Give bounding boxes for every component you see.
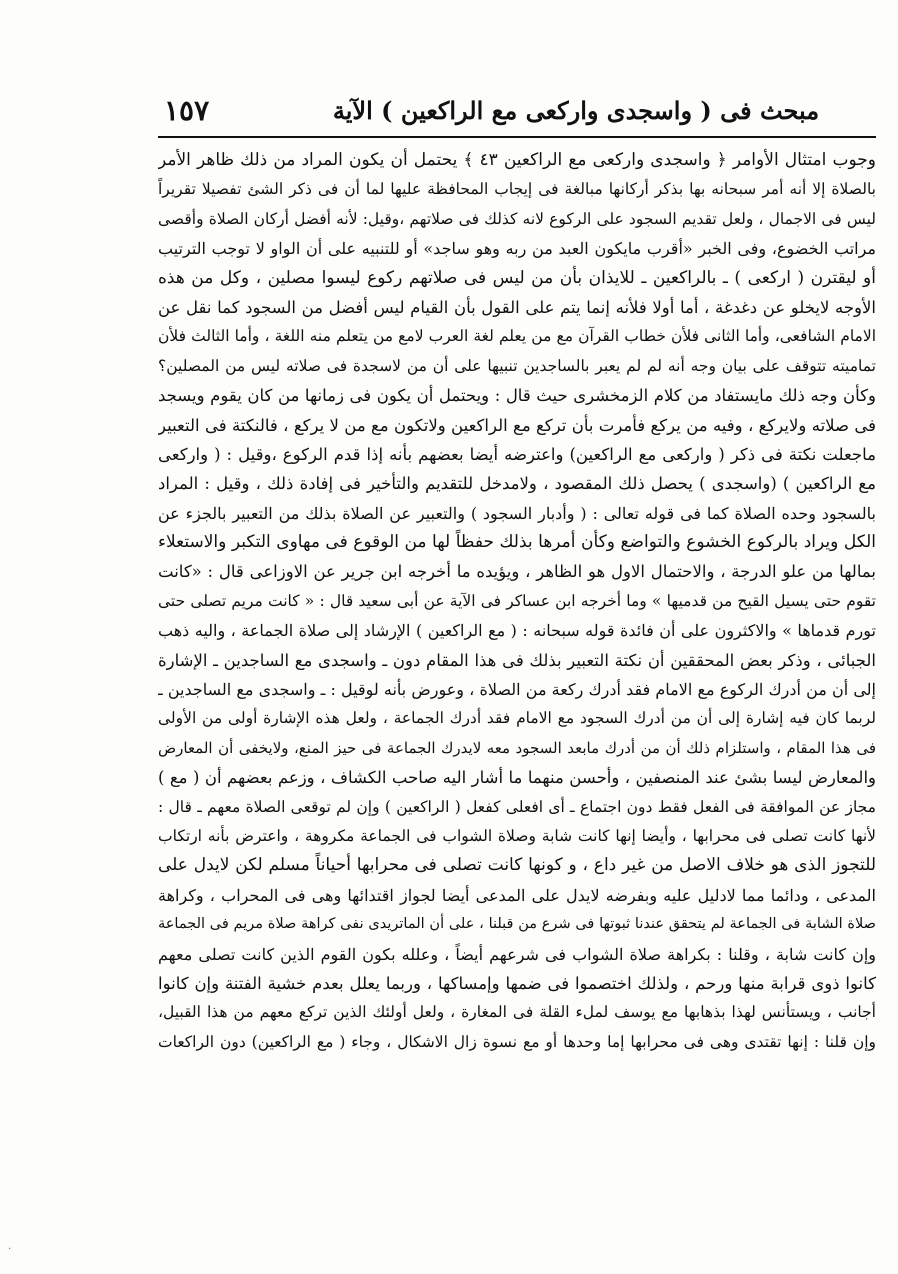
text-line: ليس فى الاجمال ، ولعل تقديم السجود على الركوع لانه كذلك فى صلاتهم ،وقيل: لأنه أفضل أركان الصلاة وأقصى bbox=[158, 209, 876, 228]
header-rule bbox=[158, 136, 876, 138]
text-line: الامام الشافعى، وأما الثانى فلأن خطاب القرآن مع من يعلم لغة العرب لامع من يتعلم منه اللغة ، وأما الثالث فلأن bbox=[158, 327, 876, 346]
text-line: كانوا ذوى قرابة منها ورحم ، ولذلك اختصموا فى ضمها وإمساكها ، وربما يعلل بعدم خشية الفتنة وإن كانوا bbox=[158, 973, 876, 993]
text-line: وجوب امتثال الأوامر ﴿ واسجدى واركعى مع الراكعين ٤٣ ﴾ يحتمل أن يكون المراد من ذلك ظاهر الأمر bbox=[158, 150, 876, 170]
text-line: وإن قلنا : إنها تقتدى وهى فى محرابها إما وحدها أو مع نسوة زال الاشكال ، وجاء ( مع الراكعين) دون الراكعات bbox=[158, 1032, 876, 1051]
text-line: تماميته تتوقف على بيان وجه أنه لم لم يعبر بالساجدين تنبيها على أن من لاسجدة فى صلاته ليس من المصلين؟ bbox=[158, 356, 876, 375]
text-line: مجاز عن الموافقة فى الفعل فقط دون اجتماع ـ أى افعلى كفعل ( الراكعين ) وإن لم توقعى الصلاة معهم ـ قال : bbox=[158, 797, 876, 816]
text-line: إلى أن من أدرك الركوع مع الامام فقد أدرك ركعة من الصلاة ، وعورض بأنه لوقيل : ـ واسجدى مع الساجدين ـ bbox=[158, 680, 876, 700]
text-line: بالسجود وحده الصلاة كما فى قوله تعالى : ( وأدبار السجود ) والتعبير عن الصلاة بذلك من التعبير بالجزء عن bbox=[158, 503, 876, 523]
text-line: الأوجه لايخلو عن دغدغة ، أما أولا فلأنه إنما يتم على القول بأن القيام ليس أفضل من السجود كما نقل عن bbox=[158, 297, 876, 317]
text-line: المدعى ، ودائما مما لادليل عليه وبفرضه لايدل على المدعى أيضا لجواز اقتدائها وهى فى المحراب ، وكراهة bbox=[158, 885, 876, 905]
text-line: للتجوز الذى هو خلاف الاصل من غير داع ، و كونها كانت تصلى فى محرابها أحياناً مسلم لكن لايدل على bbox=[158, 855, 876, 876]
text-line: أجانب ، ويستأنس لهذا بذهابها مع يوسف لملء القلة فى المغارة ، ولعل أولئك الذين تركع معهم من هذا القبيل، bbox=[158, 1003, 876, 1022]
text-line: وكأن وجه ذلك مايستفاد من كلام الزمخشرى حيث قال : ويحتمل أن يكون فى زمانها من كان يقوم ويسجد bbox=[158, 386, 876, 406]
page-number: ١٥٧ bbox=[164, 94, 210, 127]
text-line: أو ليقترن ( اركعى ) ـ بالراكعين ـ للايذان بأن من ليس فى صلاتهم ركوع ليسوا مصلين ، وكل من هذه bbox=[158, 267, 876, 288]
text-line: الكل ويراد بالركوع الخشوع والتواضع وكأن أمرها بذلك حفظاً لها من الوقوع فى مهاوى التكبر والاستعلاء bbox=[158, 532, 876, 553]
text-line: تورم قدماها » والاكثرون على أن فائدة قوله سبحانه : ( مع الراكعين ) الإرشاد إلى صلاة الجماعة ، واليه ذهب bbox=[158, 621, 876, 641]
text-line: وإن كانت شابة ، وقلنا : بكراهة صلاة الشواب فى شرعهم أيضاً ، وعلله بكون القوم الذين كانت تصلى معهم bbox=[158, 944, 876, 964]
text-line: مراتب الخضوع، وفى الخبر «أقرب مايكون العبد من ربه وهو ساجد» أو للتنبيه على أن الواو لا توجب الترتيب bbox=[158, 239, 876, 259]
text-line: والمعارض ليسا بشئ عند المنصفين ، وأحسن منهما ما أشار اليه صاحب الكشاف ، وزعم بعضهم أن ( مع ) bbox=[158, 768, 876, 788]
body-text bbox=[158, 146, 876, 1057]
text-line: تقوم حتى يسيل القيح من قدميها » وما أخرجه ابن عساكر فى الآية عن أبى سعيد قال : « كانت مريم تصلى حتى bbox=[158, 591, 876, 610]
text-line: صلاة الشابة فى الجماعة لم يتحقق عندنا ثبوتها فى شرع من قبلنا ، على أن الماتريدى نفى كراهة صلاة مريم فى الجماعة bbox=[158, 916, 876, 933]
text-line: الجبائى ، وذكر بعض المحققين أن نكتة التعبير بذلك فى هذا المقام دون ـ واسجدى مع الساجدين ـ الإشارة bbox=[158, 650, 876, 670]
text-line: بالصلاة إلا أنه أمر سبحانه بها بذكر أركانها مبالغة فى إيجاب المحافظة عليها لما أن فى ذكر الشئ تفصيلا تقريراً bbox=[158, 180, 876, 199]
text-line: ماجعلت نكتة فى ذكر ( واركعى مع الراكعين) واعترضه أيضا بعضهم بأنه إذا قدم الركوع ،وقيل : ( واركعى bbox=[158, 444, 876, 464]
text-line: فى صلاته ولايركع ، وفيه من يركع فأمرت بأن تركع مع الراكعين ولاتكون مع من لا يركع ، فالنكتة فى التعبير bbox=[158, 415, 876, 435]
scan-speck: · bbox=[8, 1244, 12, 1255]
text-line: فى هذا المقام ، واستلزام ذلك أن من أدرك مابعد السجود معه لايدرك الجماعة فى حيز المنع، ولايخفى أن المعارض bbox=[158, 738, 876, 757]
text-line: لربما كان فيه إشارة إلى أن من أدرك السجود مع الامام فقد أدرك الجماعة ، ولعل هذه الإشارة أولى من الأولى bbox=[158, 709, 876, 728]
text-line: بمالها من علو الدرجة ، والاحتمال الاول هو الظاهر ، ويؤيده ما أخرجه ابن جرير عن الاوزاعى قال : «كانت bbox=[158, 562, 876, 582]
text-line: لأنها كانت تصلى فى محرابها ، وأيضا إنها كانت شابة وصلاة الشواب فى الجماعة مكروهة ، واعترض بأنه ارتكاب bbox=[158, 826, 876, 845]
running-title: مبحث فى ( واسجدى واركعى مع الراكعين ) الآية bbox=[332, 96, 820, 125]
text-line: مع الراكعين ) (واسجدى ) يحصل ذلك المقصود ، ولامدخل للتقديم والتأخير فى إفادة ذلك ، وقيل : المراد bbox=[158, 474, 876, 494]
page-header bbox=[158, 92, 876, 134]
